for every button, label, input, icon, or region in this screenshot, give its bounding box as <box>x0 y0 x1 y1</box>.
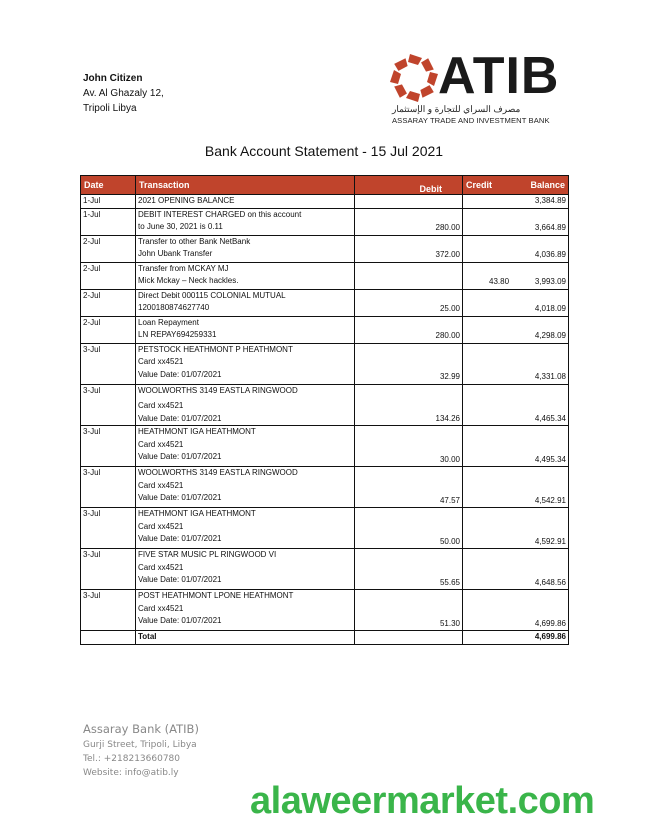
transaction-line: John Ubank Transfer <box>138 249 213 258</box>
cell-balance: 4,036.89 <box>534 250 566 259</box>
cell-date: 3-Jul <box>81 384 136 426</box>
transaction-line: WOOLWORTHS 3149 EASTLA RINGWOOD <box>138 385 298 395</box>
col-header-debit: Debit <box>355 176 463 195</box>
total-label: Total <box>136 631 355 645</box>
transaction-line: Card xx4521 <box>138 357 184 366</box>
cell-date: 2-Jul <box>81 289 136 316</box>
transaction-line: Mick Mckay – Neck hackles. <box>138 276 239 285</box>
cell-debit: 50.00 <box>355 508 463 549</box>
table-total-row <box>81 631 569 645</box>
transaction-line: Card xx4521 <box>138 480 184 490</box>
footer-website: Website: info@atib.ly <box>83 768 179 778</box>
transaction-line: Card xx4521 <box>138 562 184 572</box>
logo-english-name: ASSARAY TRADE AND INVESTMENT BANK <box>392 116 550 125</box>
cell-transaction <box>136 549 355 590</box>
cell-credit-balance <box>463 208 569 235</box>
transaction-line: 2021 OPENING BALANCE <box>138 196 235 205</box>
cell-balance: 4,465.34 <box>534 413 566 423</box>
cell-debit: 30.00 <box>355 426 463 467</box>
table-row <box>81 467 569 508</box>
bank-logo <box>388 47 568 132</box>
cell-debit <box>355 262 463 289</box>
transaction-line: 1200180874627740 <box>138 303 210 312</box>
transactions-table <box>80 175 569 645</box>
transaction-line: Value Date: 01/07/2021 <box>138 413 222 423</box>
transaction-line: Card xx4521 <box>138 521 184 531</box>
cell-date: 2-Jul <box>81 262 136 289</box>
cell-balance: 4,495.34 <box>534 454 566 464</box>
cell-debit: 134.26 <box>355 384 463 426</box>
cell-balance: 4,331.08 <box>534 372 566 381</box>
cell-credit-balance <box>463 235 569 262</box>
transaction-line: Value Date: 01/07/2021 <box>138 534 222 543</box>
cell-balance: 3,993.09 <box>534 277 566 286</box>
cell-transaction <box>136 343 355 384</box>
customer-address-block <box>83 71 164 116</box>
transaction-line: HEATHMONT IGA HEATHMONT <box>138 509 256 518</box>
table-row <box>81 590 569 631</box>
transaction-line: LN REPAY694259331 <box>138 330 217 339</box>
cell-debit: 55.65 <box>355 549 463 590</box>
transaction-line: Card xx4521 <box>138 603 184 613</box>
cell-transaction <box>136 508 355 549</box>
table-row <box>81 508 569 549</box>
col-header-balance: Balance <box>530 180 565 190</box>
transaction-line: PETSTOCK HEATHMONT P HEATHMONT <box>138 344 293 354</box>
cell-date: 2-Jul <box>81 316 136 343</box>
cell-transaction <box>136 426 355 467</box>
table-row <box>81 195 569 209</box>
watermark-text: alaweermarket.com <box>250 780 595 822</box>
logo-wordmark: ATIB <box>438 47 560 105</box>
cell-balance: 4,018.09 <box>534 304 566 313</box>
cell-debit: 280.00 <box>355 316 463 343</box>
transaction-line: Direct Debit 000115 COLONIAL MUTUAL <box>138 290 286 300</box>
cell-transaction <box>136 208 355 235</box>
transaction-line: HEATHMONT IGA HEATHMONT <box>138 427 256 436</box>
table-row <box>81 426 569 467</box>
transaction-line: POST HEATHMONT LPONE HEATHMONT <box>138 591 294 600</box>
cell-credit-balance <box>463 426 569 467</box>
cell-date: 3-Jul <box>81 467 136 508</box>
cell-date: 1-Jul <box>81 208 136 235</box>
cell-transaction <box>136 590 355 631</box>
cell-credit-balance <box>463 195 569 209</box>
customer-address-line2: Tripoli Libya <box>83 103 137 114</box>
atib-star-ring-icon <box>388 52 440 104</box>
table-row <box>81 235 569 262</box>
cell-balance: 4,648.56 <box>534 577 566 587</box>
cell-transaction <box>136 262 355 289</box>
cell-transaction <box>136 235 355 262</box>
cell-debit: 47.57 <box>355 467 463 508</box>
cell-debit: 280.00 <box>355 208 463 235</box>
cell-debit-empty <box>355 631 463 645</box>
cell-balance: 3,384.89 <box>534 196 566 205</box>
customer-address-line1: Av. Al Ghazaly 12, <box>83 88 164 99</box>
cell-debit <box>355 195 463 209</box>
transaction-line: Value Date: 01/07/2021 <box>138 493 222 502</box>
cell-date: 3-Jul <box>81 343 136 384</box>
cell-debit: 32.99 <box>355 343 463 384</box>
footer-bank-name: Assaray Bank (ATIB) <box>83 722 199 736</box>
cell-credit-balance <box>463 289 569 316</box>
transaction-line: to June 30, 2021 is 0.11 <box>138 222 223 231</box>
table-row <box>81 262 569 289</box>
transaction-line: Transfer from MCKAY MJ <box>138 263 229 273</box>
transaction-line: Card xx4521 <box>138 439 184 449</box>
cell-date: 3-Jul <box>81 426 136 467</box>
cell-credit-balance <box>463 343 569 384</box>
cell-debit: 372.00 <box>355 235 463 262</box>
cell-credit-balance <box>463 384 569 426</box>
table-row <box>81 289 569 316</box>
cell-date-empty <box>81 631 136 645</box>
cell-balance: 4,592.91 <box>534 536 566 546</box>
cell-date: 3-Jul <box>81 508 136 549</box>
transaction-line: Value Date: 01/07/2021 <box>138 369 222 379</box>
cell-balance: 4,699.86 <box>534 618 566 628</box>
transaction-line: Transfer to other Bank NetBank <box>138 236 251 246</box>
transaction-line: Value Date: 01/07/2021 <box>138 452 222 461</box>
bank-footer <box>83 721 199 780</box>
customer-name: John Citizen <box>83 73 143 84</box>
total-balance: 4,699.86 <box>463 631 569 645</box>
transaction-line: Loan Repayment <box>138 317 199 327</box>
transaction-line: FIVE STAR MUSIC PL RINGWOOD VI <box>138 550 277 559</box>
table-row <box>81 549 569 590</box>
col-header-transaction: Transaction <box>136 176 355 195</box>
table-row <box>81 343 569 384</box>
transaction-line: DEBIT INTEREST CHARGED on this account <box>138 209 302 219</box>
cell-balance: 4,542.91 <box>534 495 566 505</box>
cell-credit-balance <box>463 590 569 631</box>
cell-credit-balance <box>463 549 569 590</box>
cell-credit-balance <box>463 508 569 549</box>
cell-date: 2-Jul <box>81 235 136 262</box>
cell-transaction <box>136 289 355 316</box>
footer-phone: Tel.: +218213660780 <box>83 754 181 764</box>
statement-title: Bank Account Statement - 15 Jul 2021 <box>204 143 444 159</box>
cell-date: 3-Jul <box>81 590 136 631</box>
transaction-line: Value Date: 01/07/2021 <box>138 575 222 584</box>
cell-date: 1-Jul <box>81 195 136 209</box>
cell-debit: 51.30 <box>355 590 463 631</box>
logo-arabic-name: مصرف السراي للتجارة و الإستثمار <box>392 104 521 114</box>
col-header-credit-balance <box>463 176 569 195</box>
table-header-row <box>81 176 569 195</box>
transaction-line: WOOLWORTHS 3149 EASTLA RINGWOOD <box>138 468 298 477</box>
transaction-line: Card xx4521 <box>138 401 184 410</box>
cell-debit: 25.00 <box>355 289 463 316</box>
cell-credit-balance <box>463 262 569 289</box>
cell-date: 3-Jul <box>81 549 136 590</box>
cell-balance: 4,298.09 <box>534 331 566 340</box>
cell-balance: 3,664.89 <box>534 223 566 232</box>
cell-credit-balance <box>463 316 569 343</box>
cell-credit-balance <box>463 467 569 508</box>
table-body <box>81 195 569 645</box>
table-row <box>81 316 569 343</box>
transaction-line: Value Date: 01/07/2021 <box>138 616 222 625</box>
col-header-date: Date <box>81 176 136 195</box>
table-row <box>81 208 569 235</box>
cell-transaction <box>136 384 355 426</box>
table-row <box>81 384 569 426</box>
footer-street: Gurji Street, Tripoli, Libya <box>83 740 197 750</box>
cell-credit: 43.80 <box>489 277 510 286</box>
col-header-credit: Credit <box>466 180 493 190</box>
cell-transaction <box>136 467 355 508</box>
cell-transaction <box>136 195 355 209</box>
cell-transaction <box>136 316 355 343</box>
